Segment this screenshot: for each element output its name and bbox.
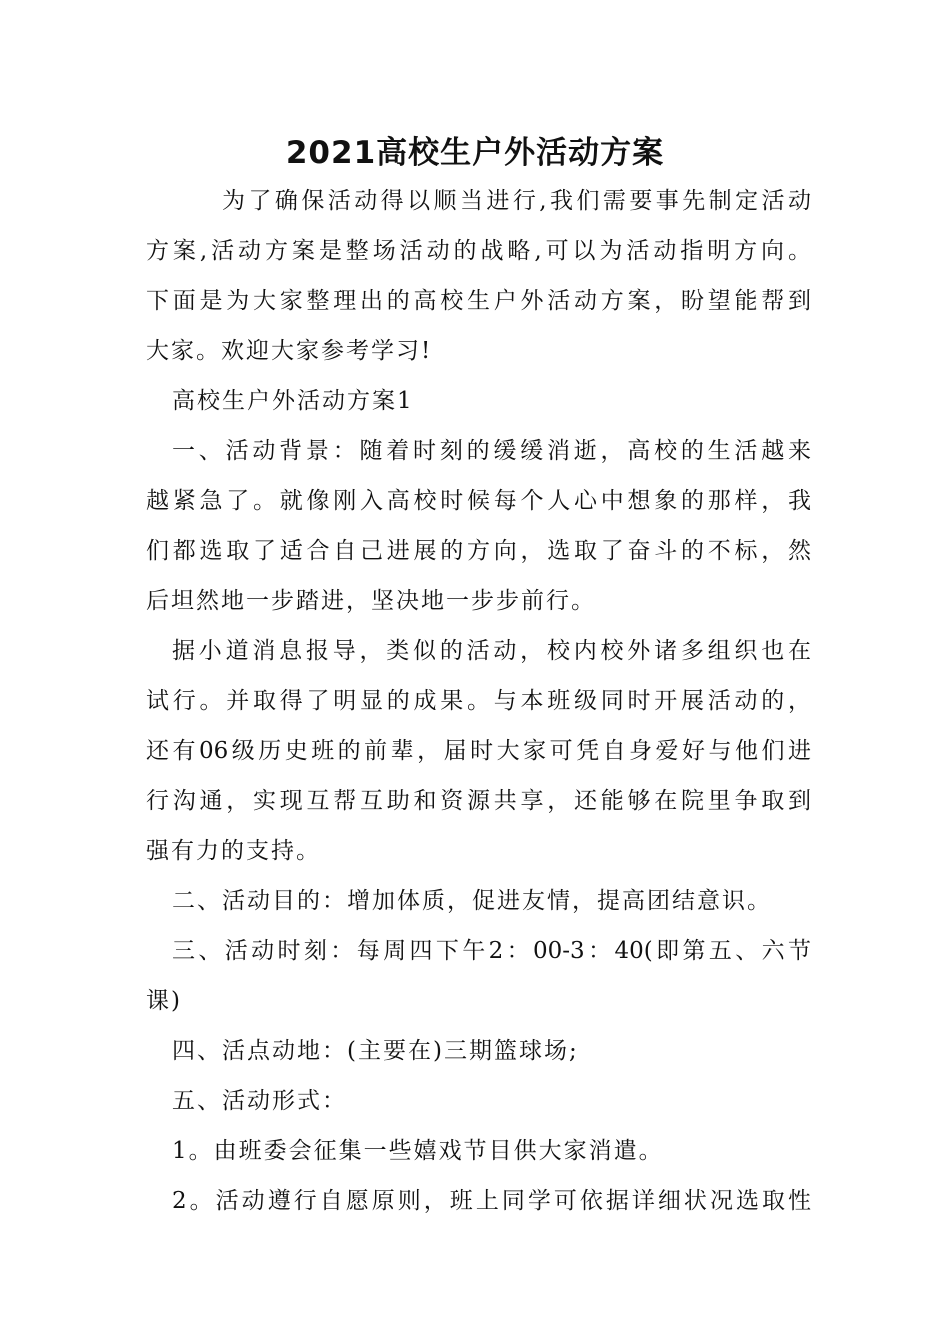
paragraph-line: 五、活动形式： <box>172 1088 347 1114</box>
section-heading: 高校生户外活动方案1 <box>172 388 414 414</box>
paragraph-line: 1。由班委会征集一些嬉戏节目供大家消遣。 <box>172 1138 664 1164</box>
paragraph-line: 三、活动时刻：每周四下午2：00-3：40(即第五、六节 <box>172 938 811 964</box>
paragraph-line: 二、活动目的：增加体质，促进友情，提高团结意识。 <box>172 888 772 914</box>
paragraph-line: 下面是为大家整理出的高校生户外活动方案，盼望能帮到 <box>146 288 811 314</box>
paragraph-line: 后坦然地一步踏进，坚决地一步步前行。 <box>146 588 596 614</box>
paragraph-line: 们都选取了适合自己进展的方向，选取了奋斗的不标，然 <box>146 538 811 564</box>
paragraph-line: 强有力的支持。 <box>146 838 321 864</box>
paragraph-line: 越紧急了。就像刚入高校时候每个人心中想象的那样，我 <box>146 488 811 514</box>
paragraph-line: 大家。欢迎大家参考学习! <box>146 338 433 364</box>
paragraph-line: 据小道消息报导，类似的活动，校内校外诸多组织也在 <box>172 638 811 664</box>
paragraph-line: 课) <box>146 988 182 1014</box>
paragraph-line: 为了确保活动得以顺当进行,我们需要事先制定活动 <box>222 188 811 214</box>
paragraph-line: 还有06级历史班的前辈，届时大家可凭自身爱好与他们进 <box>146 738 811 764</box>
paragraph-line: 一、活动背景：随着时刻的缓缓消逝，高校的生活越来 <box>172 438 811 464</box>
paragraph-line: 试行。并取得了明显的成果。与本班级同时开展活动的， <box>146 688 811 714</box>
paragraph-line: 行沟通，实现互帮互助和资源共享，还能够在院里争取到 <box>146 788 811 814</box>
paragraph-line: 四、活点动地：(主要在)三期篮球场; <box>172 1038 579 1064</box>
paragraph-line: 2。活动遵行自愿原则，班上同学可依据详细状况选取性 <box>172 1188 811 1214</box>
paragraph-line: 方案,活动方案是整场活动的战略,可以为活动指明方向。 <box>146 238 811 264</box>
document-title: 2021高校生户外活动方案 <box>285 135 665 171</box>
